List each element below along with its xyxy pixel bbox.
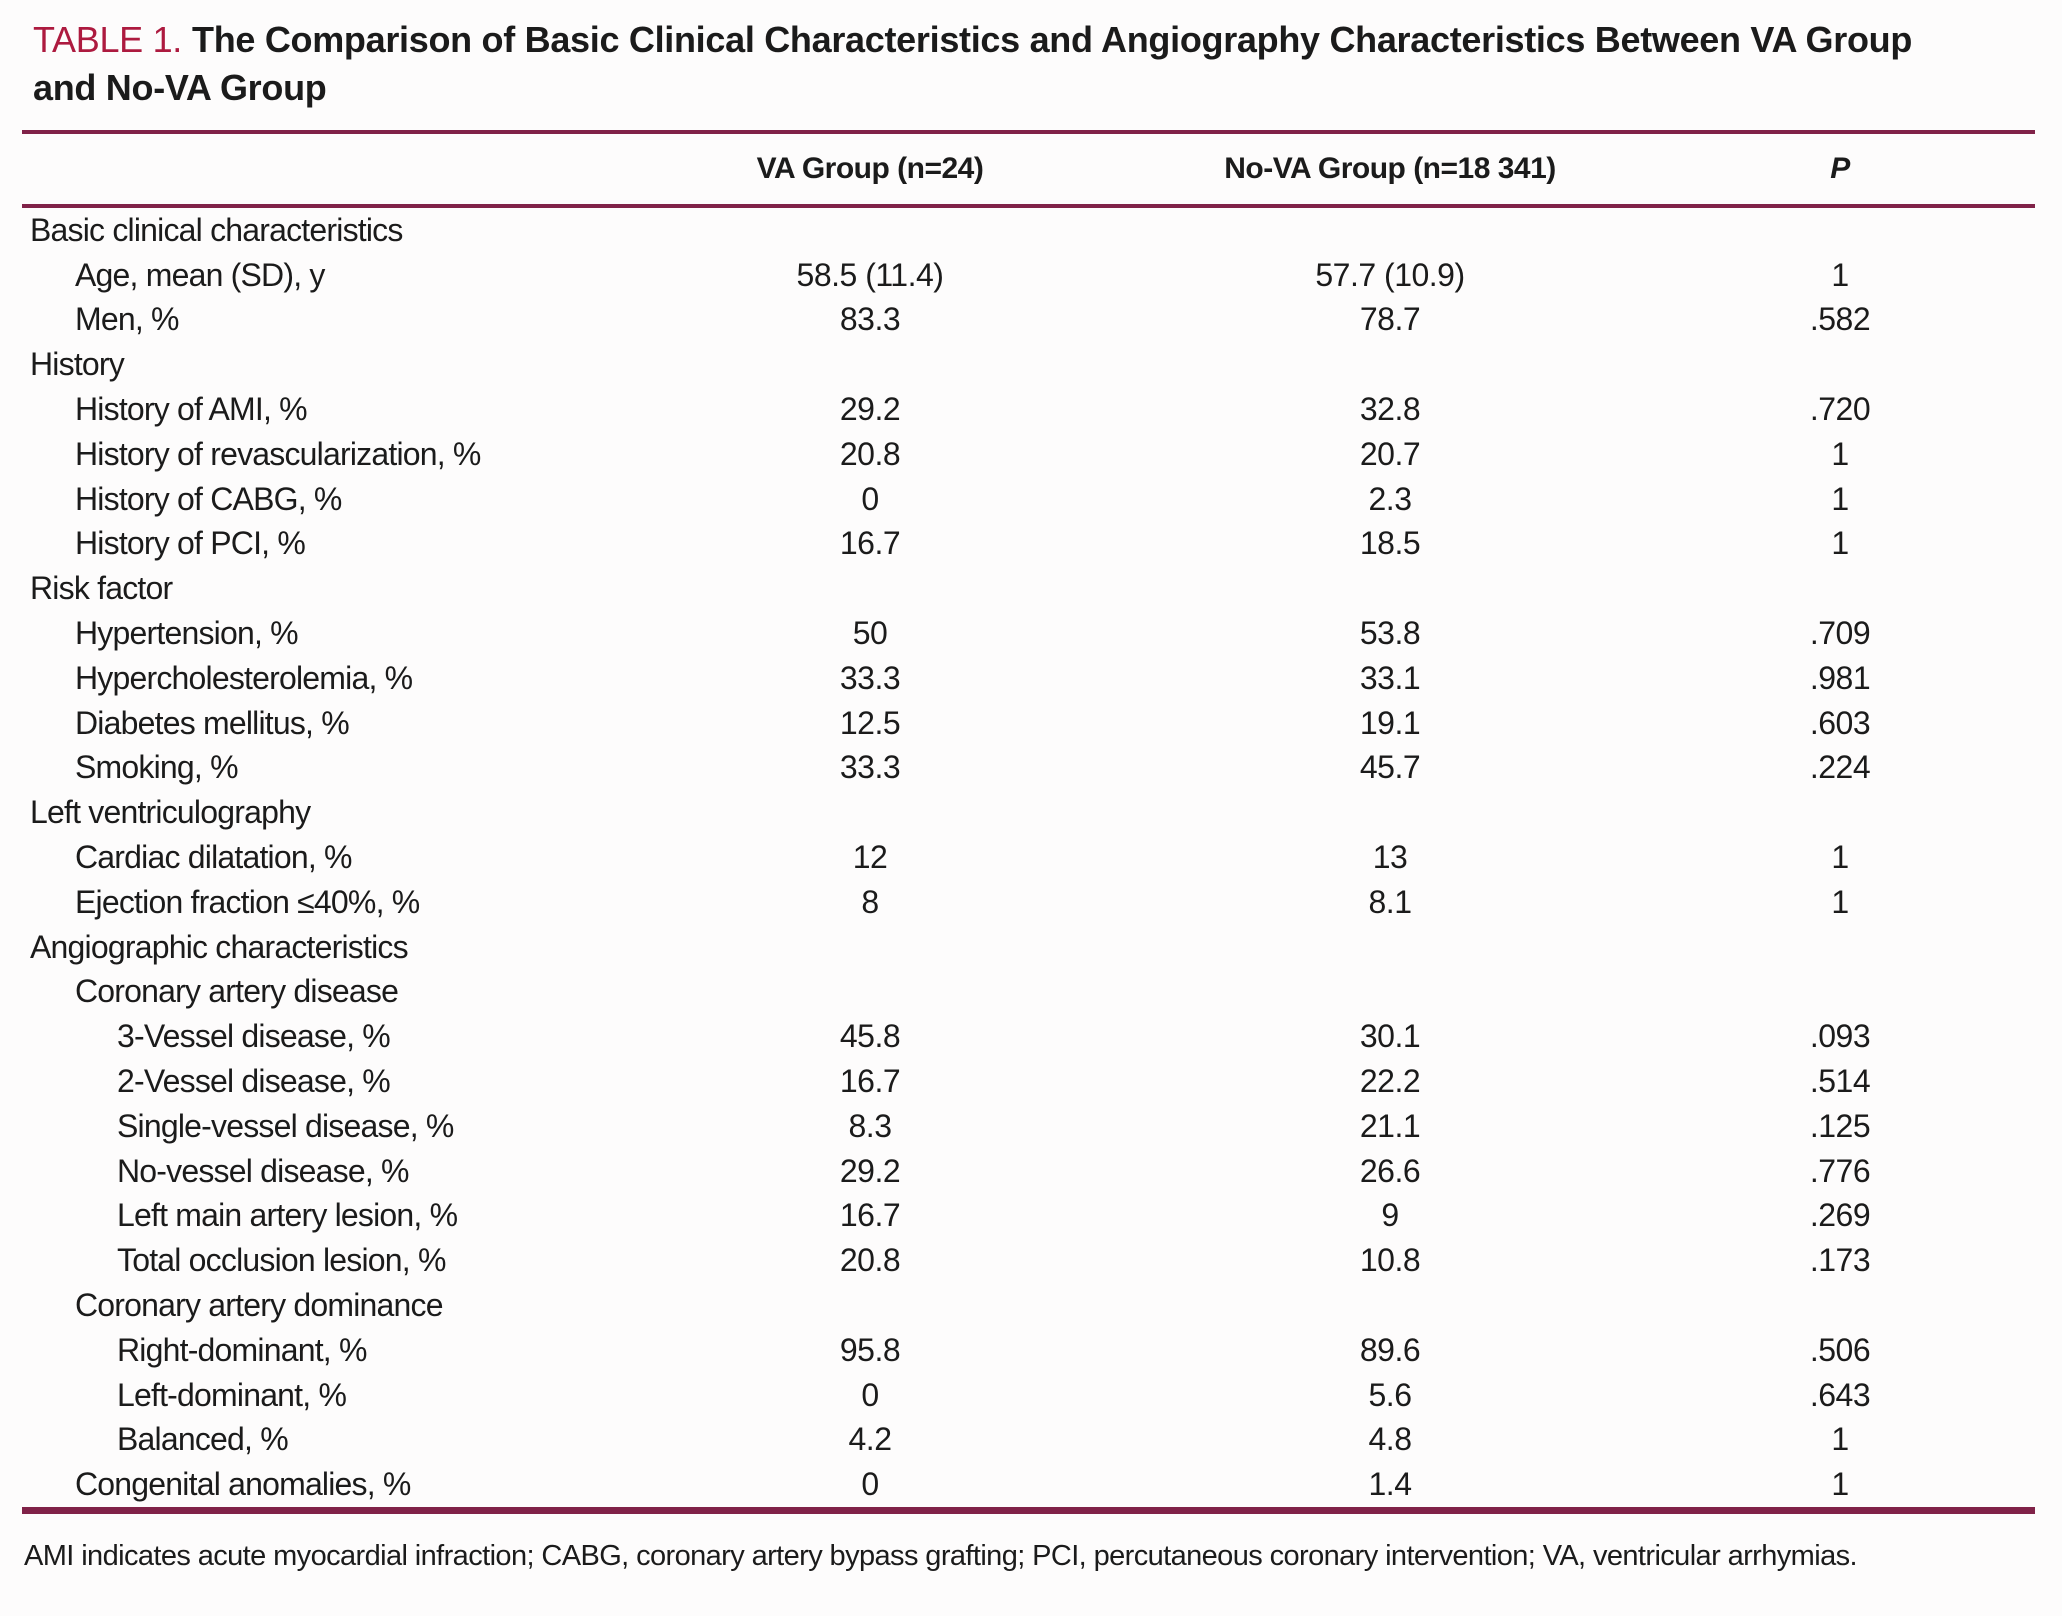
row-label: Left-dominant, %	[117, 1376, 347, 1413]
column-header-nova-group: No-VA Group (n=18 341)	[1224, 152, 1556, 185]
row-label: Ejection fraction ≤40%, %	[75, 883, 420, 920]
p-value: 1	[1831, 525, 1849, 562]
row-label: Smoking, %	[75, 749, 238, 786]
row-label: Risk factor	[30, 570, 173, 607]
column-header-p: P	[1830, 152, 1850, 185]
table-footnote: AMI indicates acute myocardial infraction; CABG, coronary artery bypass grafting; PCI, percutaneous coronary intervention; VA, ventricular arrhymias.	[24, 1540, 1857, 1573]
row-label: Left ventriculography	[30, 794, 311, 831]
table-header	[22, 134, 2035, 204]
row-label: History	[30, 346, 124, 383]
row-label: Hypercholesterolemia, %	[75, 659, 413, 696]
va-value: 4.2	[848, 1421, 892, 1458]
va-value: 45.8	[839, 1018, 901, 1055]
p-value: .720	[1809, 391, 1871, 428]
table-row	[22, 701, 2035, 746]
p-value: 1	[1831, 839, 1849, 876]
table-row	[22, 611, 2035, 656]
p-value: .173	[1809, 1242, 1871, 1279]
p-value: .643	[1809, 1376, 1871, 1413]
p-value: .506	[1809, 1331, 1871, 1368]
p-value: .981	[1809, 659, 1871, 696]
p-value: 1	[1831, 435, 1849, 472]
p-value: 1	[1831, 1466, 1849, 1503]
va-value: 8.3	[848, 1107, 892, 1144]
row-label: Cardiac dilatation, %	[75, 839, 352, 876]
nova-value: 53.8	[1359, 615, 1421, 652]
va-value: 33.3	[839, 749, 901, 786]
nova-value: 13	[1372, 839, 1408, 876]
va-value: 16.7	[839, 1063, 901, 1100]
va-value: 29.2	[839, 1152, 901, 1189]
table-title-text: The Comparison of Basic Clinical Characteristics and Angiography Characteristics Between VA Group	[192, 19, 1913, 60]
column-header-va-group: VA Group (n=24)	[756, 152, 984, 185]
va-value: 33.3	[839, 659, 901, 696]
row-label: 2-Vessel disease, %	[117, 1063, 390, 1100]
p-value: 1	[1831, 480, 1849, 517]
row-label: Hypertension, %	[75, 615, 298, 652]
nova-value: 22.2	[1359, 1063, 1421, 1100]
section-row	[22, 208, 2035, 253]
rule-bottom	[22, 1507, 2035, 1514]
table-row	[22, 253, 2035, 298]
nova-value: 57.7 (10.9)	[1315, 256, 1465, 293]
table-row	[22, 298, 2035, 343]
p-value: .093	[1809, 1018, 1871, 1055]
p-value: .269	[1809, 1197, 1871, 1234]
va-value: 58.5 (11.4)	[796, 256, 944, 293]
p-value: 1	[1831, 883, 1849, 920]
p-value: .582	[1809, 301, 1871, 338]
table-row	[22, 432, 2035, 477]
nova-value: 20.7	[1359, 435, 1421, 472]
nova-value: 19.1	[1359, 704, 1421, 741]
nova-value: 89.6	[1359, 1331, 1421, 1368]
row-label: Basic clinical characteristics	[30, 211, 403, 248]
va-value: 16.7	[839, 525, 901, 562]
va-value: 83.3	[839, 301, 901, 338]
p-value: 1	[1831, 1421, 1849, 1458]
clinical-characteristics-table	[22, 130, 2035, 1514]
table-row	[22, 1149, 2035, 1194]
nova-value: 26.6	[1359, 1152, 1421, 1189]
p-value: .224	[1809, 749, 1871, 786]
section-row	[22, 342, 2035, 387]
section-row	[22, 790, 2035, 835]
section-row	[22, 566, 2035, 611]
p-value: .603	[1809, 704, 1871, 741]
nova-value: 78.7	[1359, 301, 1421, 338]
table-body	[22, 208, 2035, 1507]
nova-value: 5.6	[1368, 1376, 1412, 1413]
nova-value: 32.8	[1359, 391, 1421, 428]
section-row	[22, 970, 2035, 1015]
table-row	[22, 656, 2035, 701]
va-value: 0	[861, 1466, 879, 1503]
nova-value: 18.5	[1359, 525, 1421, 562]
table-row	[22, 1238, 2035, 1283]
nova-value: 8.1	[1368, 883, 1412, 920]
row-label: Balanced, %	[117, 1421, 288, 1458]
va-value: 50	[852, 615, 888, 652]
p-value: .514	[1809, 1063, 1871, 1100]
table-row	[22, 1059, 2035, 1104]
section-row	[22, 1283, 2035, 1328]
table-title	[33, 16, 2042, 112]
table-row	[22, 1462, 2035, 1507]
row-label: History of CABG, %	[75, 480, 342, 517]
table-number-label: TABLE 1.	[33, 19, 183, 60]
section-row	[22, 925, 2035, 970]
p-value: .709	[1809, 615, 1871, 652]
va-value: 12.5	[839, 704, 901, 741]
nova-value: 21.1	[1359, 1107, 1421, 1144]
va-value: 8	[861, 883, 879, 920]
row-label: Angiographic characteristics	[30, 928, 408, 965]
table-row	[22, 880, 2035, 925]
table-row	[22, 746, 2035, 791]
p-value: .776	[1809, 1152, 1871, 1189]
row-label: Coronary artery disease	[75, 973, 399, 1010]
nova-value: 9	[1381, 1197, 1399, 1234]
table-title-line2: and No-VA Group	[33, 67, 327, 108]
va-value: 20.8	[839, 435, 901, 472]
nova-value: 30.1	[1359, 1018, 1421, 1055]
row-label: No-vessel disease, %	[117, 1152, 409, 1189]
nova-value: 1.4	[1368, 1466, 1412, 1503]
table-row	[22, 1328, 2035, 1373]
row-label: Total occlusion lesion, %	[117, 1242, 446, 1279]
row-label: History of revascularization, %	[75, 435, 481, 472]
row-label: Diabetes mellitus, %	[75, 704, 349, 741]
paper-page	[0, 16, 2062, 1616]
va-value: 0	[861, 1376, 879, 1413]
va-value: 12	[852, 839, 888, 876]
row-label: 3-Vessel disease, %	[117, 1018, 390, 1055]
table-row	[22, 477, 2035, 522]
va-value: 16.7	[839, 1197, 901, 1234]
table-row	[22, 1014, 2035, 1059]
row-label: History of AMI, %	[75, 391, 307, 428]
row-label: Right-dominant, %	[117, 1331, 367, 1368]
table-row	[22, 835, 2035, 880]
nova-value: 4.8	[1368, 1421, 1412, 1458]
va-value: 0	[861, 480, 879, 517]
table-row	[22, 387, 2035, 432]
table-row	[22, 1194, 2035, 1239]
nova-value: 33.1	[1359, 659, 1421, 696]
p-value: .125	[1809, 1107, 1871, 1144]
table-row	[22, 1373, 2035, 1418]
va-value: 20.8	[839, 1242, 901, 1279]
va-value: 29.2	[839, 391, 901, 428]
row-label: Congenital anomalies, %	[75, 1466, 411, 1503]
table-title-line1	[33, 16, 2042, 64]
row-label: Coronary artery dominance	[75, 1287, 443, 1324]
row-label: Age, mean (SD), y	[75, 256, 325, 293]
nova-value: 10.8	[1359, 1242, 1421, 1279]
row-label: Single-vessel disease, %	[117, 1107, 454, 1144]
row-label: History of PCI, %	[75, 525, 306, 562]
nova-value: 2.3	[1368, 480, 1412, 517]
row-label: Men, %	[75, 301, 179, 338]
p-value: 1	[1831, 256, 1849, 293]
va-value: 95.8	[839, 1331, 901, 1368]
table-row	[22, 1104, 2035, 1149]
nova-value: 45.7	[1359, 749, 1421, 786]
row-label: Left main artery lesion, %	[117, 1197, 458, 1234]
table-row	[22, 522, 2035, 567]
table-row	[22, 1418, 2035, 1463]
